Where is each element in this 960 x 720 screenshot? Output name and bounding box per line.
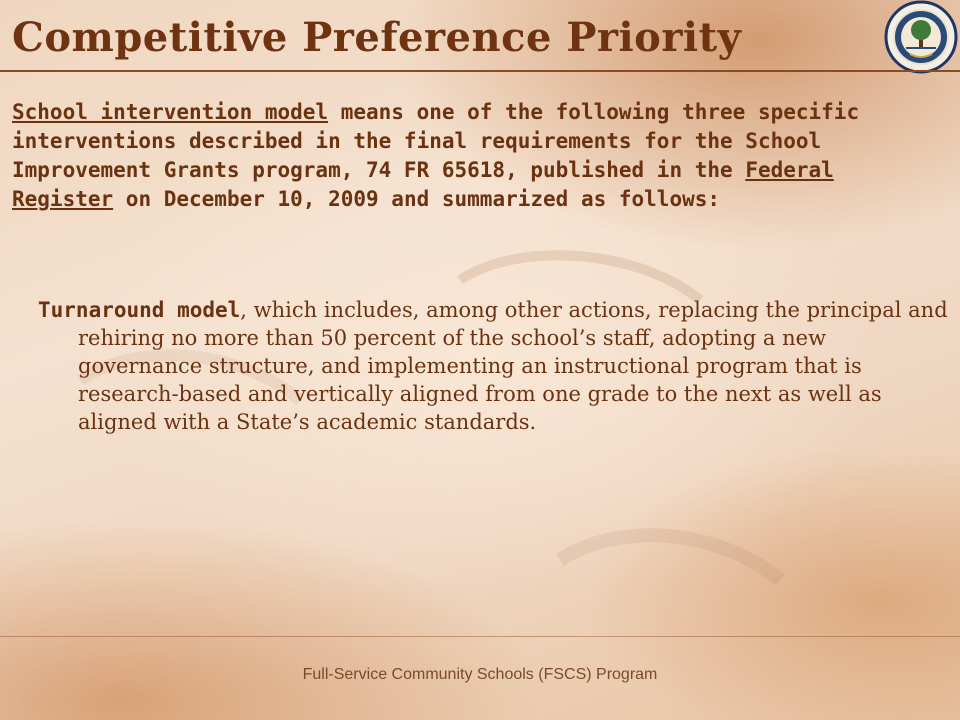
defined-term: School intervention model <box>12 100 329 124</box>
footer-text: Full-Service Community Schools (FSCS) Program <box>302 666 658 683</box>
page-title: Competitive Preference Priority <box>12 14 742 61</box>
definition-text-2: on December 10, 2009 and summarized as follows: <box>113 187 721 211</box>
definition-text-1: means one of the following three specific interventions described in the final requirements for the School Improvement Grants program, 74 FR 65618, published in the <box>12 100 860 182</box>
publication-name: Federal Register <box>12 158 834 211</box>
model-description: , which includes, among other actions, replacing the principal and rehiring no more than 50 percent of the school’s staff, adopting a new governance structure, and implementing an instructional program that is research-based and vertically aligned from one grade to the next as well as aligned with a State’s academic standards. <box>78 298 948 434</box>
footer-divider <box>0 636 960 637</box>
title-divider <box>0 70 960 72</box>
definition-paragraph <box>12 98 942 214</box>
us-department-of-education-seal-icon <box>884 0 958 74</box>
model-name: Turnaround model <box>38 298 241 322</box>
turnaround-model-item <box>38 296 948 436</box>
